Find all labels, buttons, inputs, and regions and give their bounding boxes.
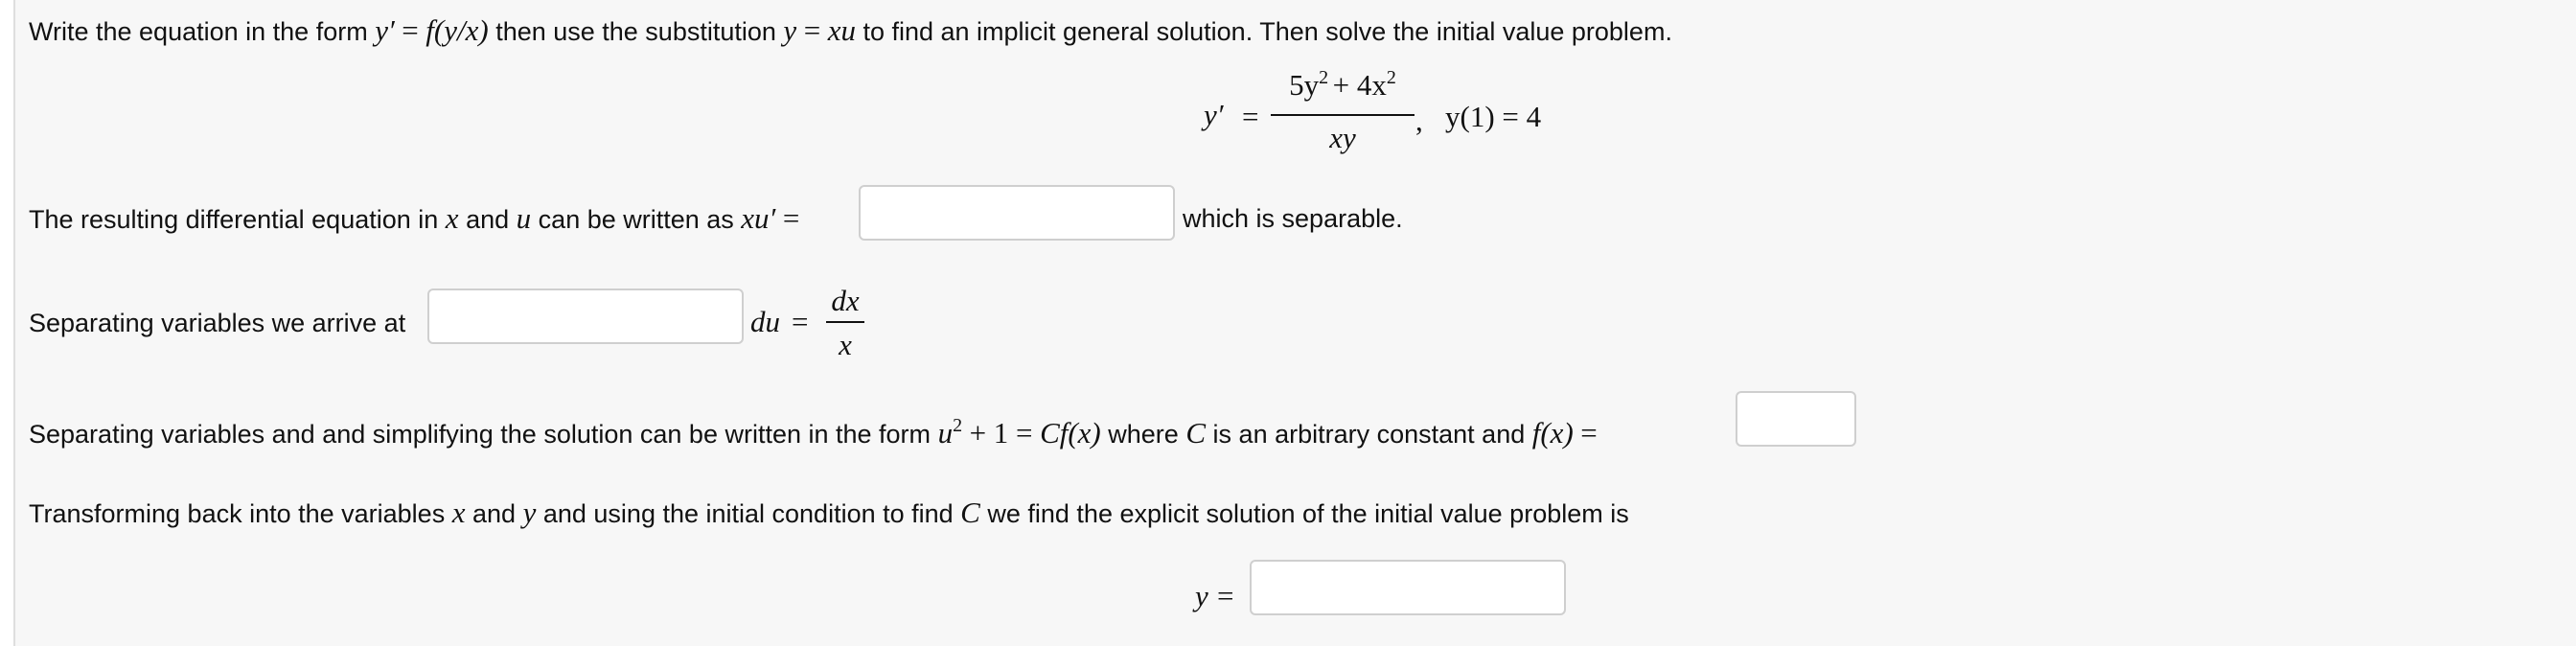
- y-symbol: y: [1195, 579, 1208, 612]
- var-x: x: [445, 201, 459, 235]
- substitution-y: y: [783, 13, 797, 47]
- f-of-x-input[interactable]: [1736, 391, 1856, 447]
- ode-lhs: y′: [1204, 98, 1224, 131]
- yprime-symbol: y′: [375, 13, 395, 47]
- equals-symbol: =: [792, 305, 809, 338]
- var-u: u: [516, 201, 532, 235]
- ode-fraction-bar: [1271, 114, 1414, 116]
- general-solution-text: Separating variables and and simplifying the solution can be written in the form $u^2 + 1 = Cf(x)$ where C is an arbitrary constant and f(x) =: [29, 415, 1598, 450]
- dx-fraction-bar: [826, 321, 864, 323]
- instruction-part-3: to find an implicit general solution. Then solve the initial value problem.: [862, 17, 1672, 46]
- left-margin-rule: [0, 0, 15, 646]
- equals-symbol: =: [782, 201, 800, 235]
- ode-equals: =: [1242, 100, 1259, 133]
- xu-prime: xu′: [741, 201, 776, 235]
- equals-symbol: =: [1217, 579, 1234, 612]
- explicit-solution-input[interactable]: [1250, 560, 1566, 615]
- var-x: x: [451, 496, 466, 529]
- ode-fraction: [1271, 67, 1414, 103]
- var-y: y: [522, 496, 537, 529]
- which-is-separable-text: which is separable.: [1183, 204, 1403, 233]
- ode-numerator: 5y2 + 4x2: [1289, 67, 1396, 102]
- f-of-y-over-x: f(y/x): [426, 13, 489, 47]
- initial-condition: y(1) = 4: [1445, 100, 1542, 133]
- du-symbol: du: [750, 305, 780, 338]
- equals-symbol: =: [1580, 416, 1598, 450]
- dx-numerator: dx: [831, 284, 860, 317]
- equals-symbol: =: [402, 13, 419, 47]
- ode-denominator: xy: [1329, 121, 1356, 154]
- transform-back-text: Transforming back into the variables x and y and using the initial condition to find C we find the explicit solution of the initial value problem is: [29, 496, 1629, 529]
- substitution-xu: xu: [827, 13, 856, 47]
- f-of-x: f(x): [1531, 416, 1574, 450]
- separable-equation-input[interactable]: [859, 185, 1175, 241]
- ode-comma: ,: [1415, 104, 1423, 137]
- c-f-of-x: Cf(x): [1040, 416, 1101, 450]
- separated-du-coefficient-input[interactable]: [427, 288, 744, 344]
- var-u: u: [937, 416, 954, 450]
- resulting-equation-text: The resulting differential equation in x and u can be written as xu′ =: [29, 201, 800, 235]
- separating-variables-text: Separating variables we arrive at: [29, 309, 406, 337]
- substitution-equals: =: [803, 13, 821, 47]
- instruction-text: [29, 14, 1672, 48]
- constant-c: C: [1185, 416, 1207, 450]
- x-denominator: x: [839, 328, 852, 361]
- instruction-part-2: then use the substitution: [495, 17, 776, 46]
- instruction-part-1: Write the equation in the form: [29, 17, 368, 46]
- constant-c: C: [960, 496, 980, 529]
